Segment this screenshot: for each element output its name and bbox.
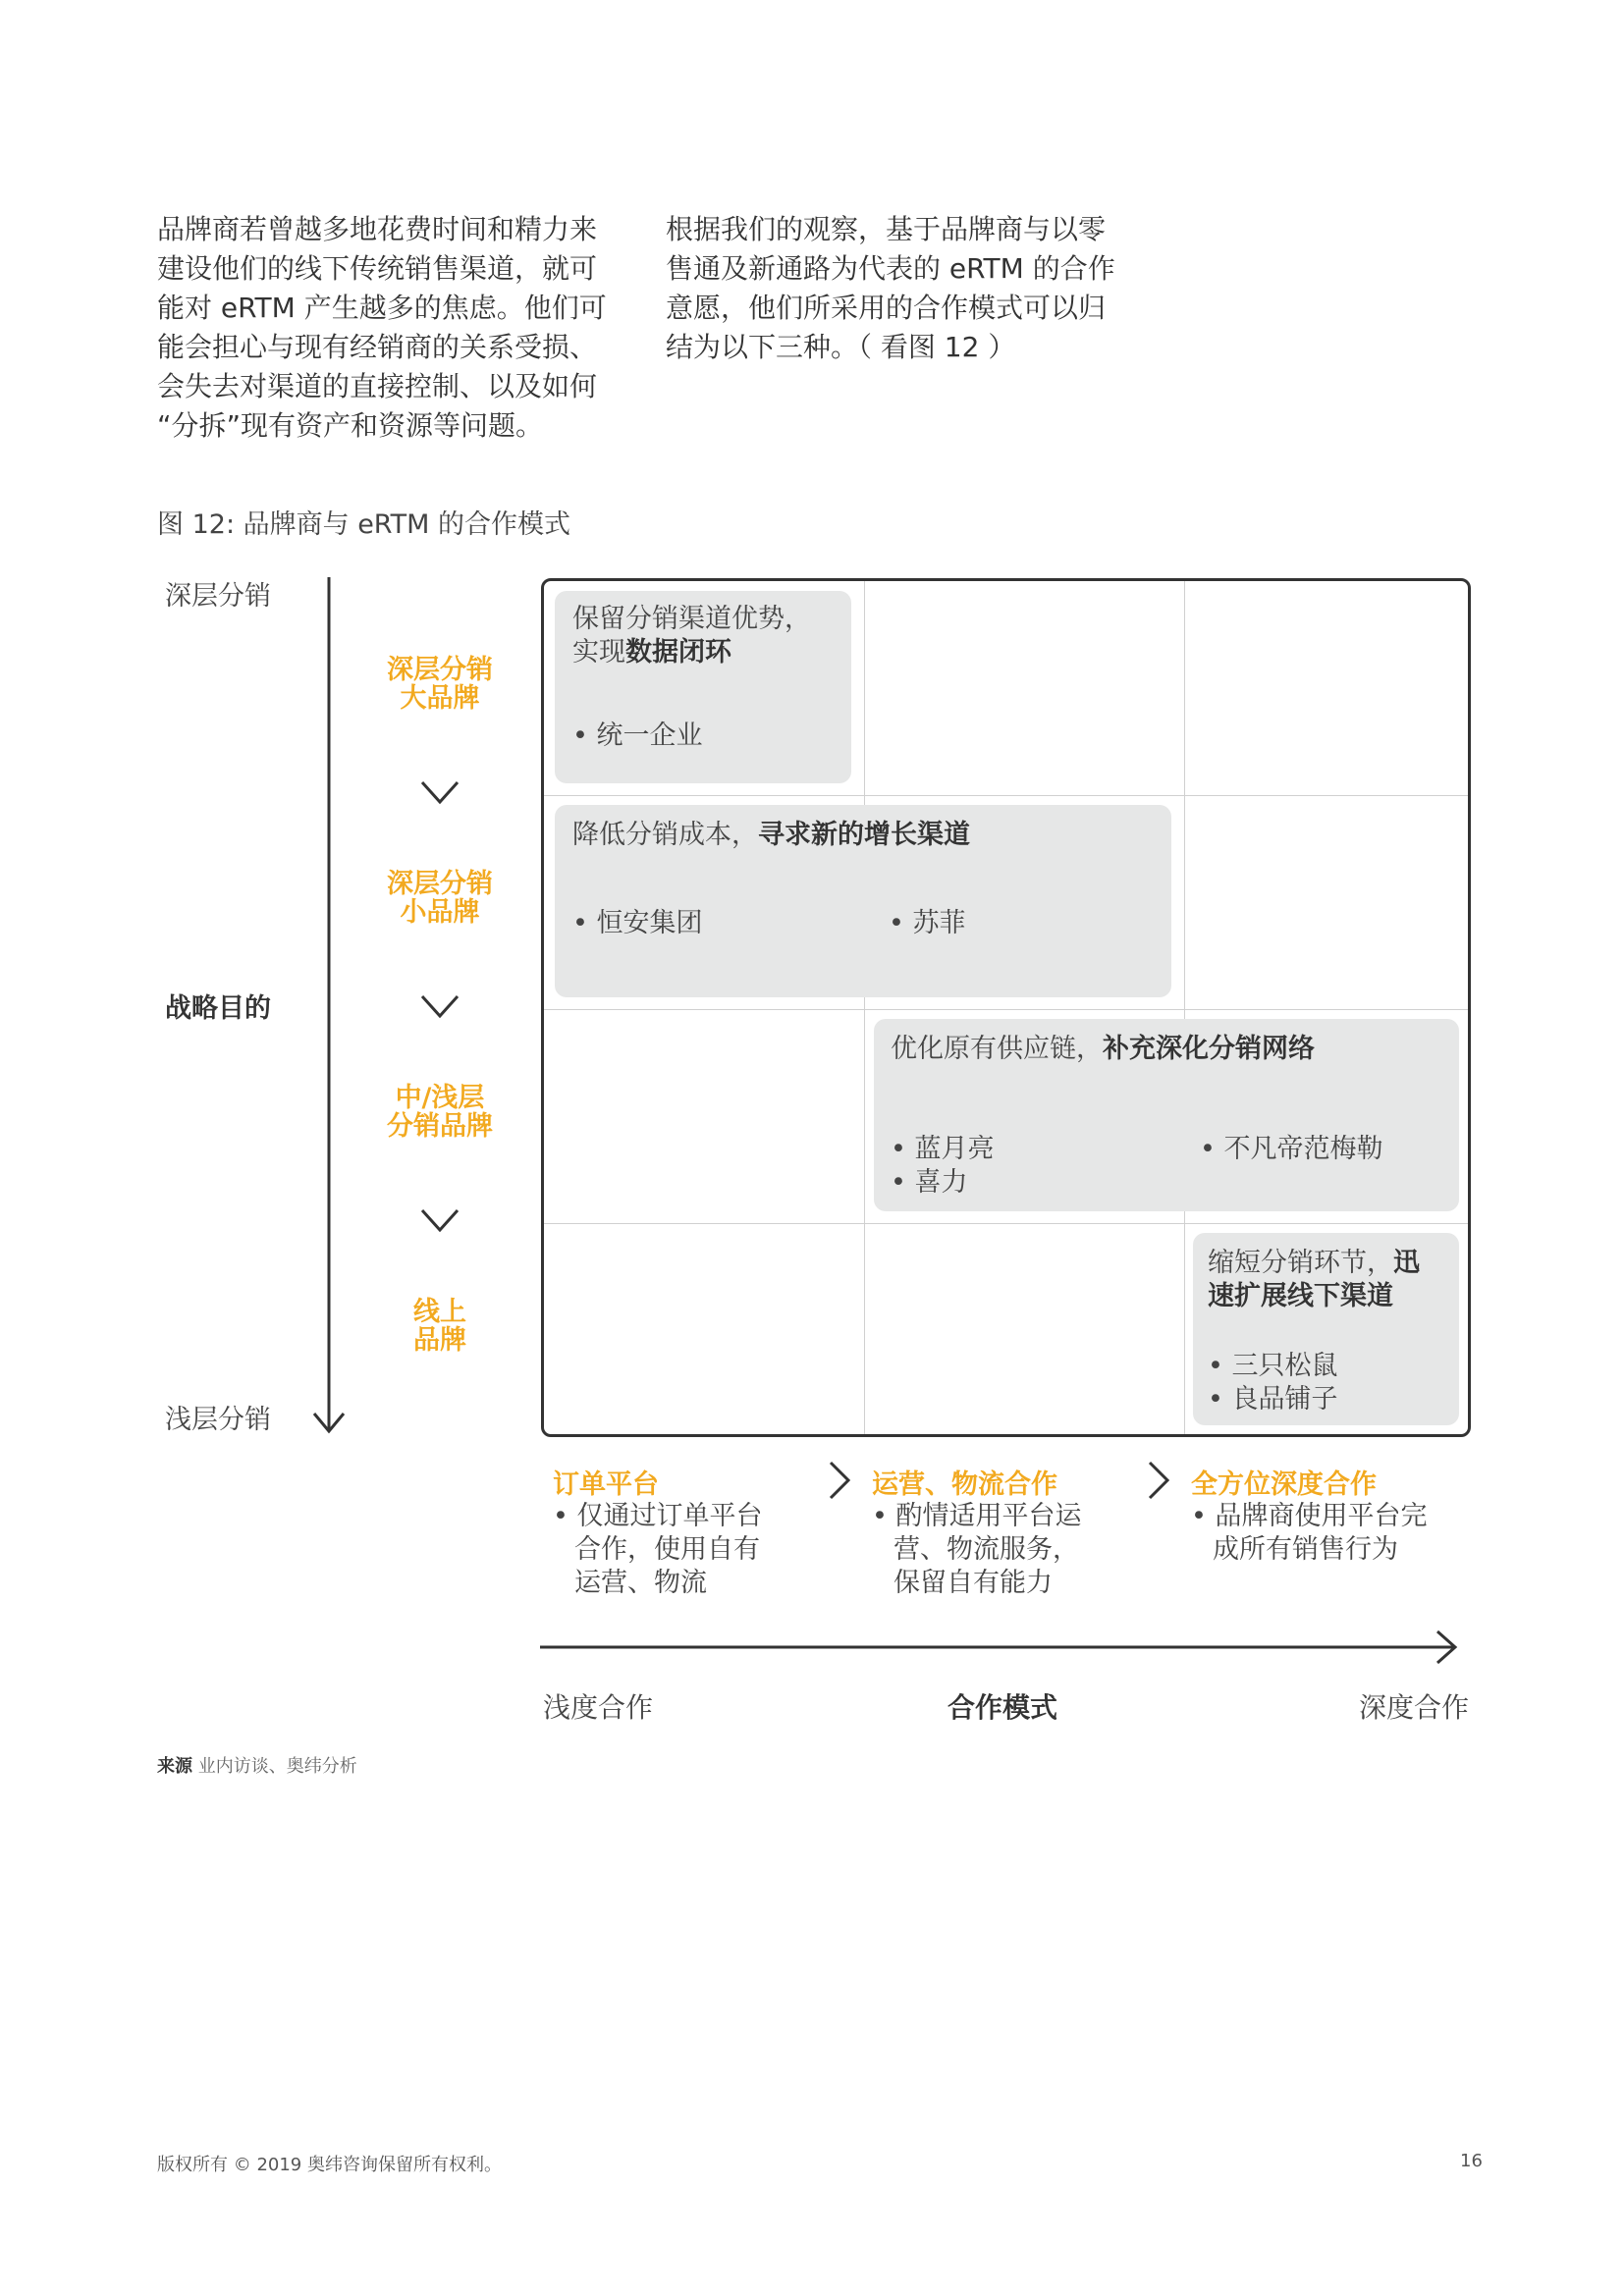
source-label: 来源: [157, 1756, 192, 1777]
tier-label-deep-large: [371, 656, 509, 713]
box-title-bold: 补充深化分销网络: [1103, 1034, 1315, 1064]
company-item: • 恒安集团: [572, 908, 703, 938]
y-axis-bottom-label: 浅层分销: [165, 1405, 271, 1435]
intro-left-line: 会失去对渠道的直接控制、以及如何: [157, 370, 598, 402]
column-description: [872, 1500, 1082, 1600]
box-title-plain: 缩短分销环节，: [1208, 1248, 1393, 1278]
tier-line: 中/浅层: [395, 1083, 485, 1113]
intro-right-line: 根据我们的观察，基于品牌商与以零: [666, 213, 1107, 245]
column-desc-line: • 仅通过订单平台: [553, 1501, 763, 1531]
box-title: [572, 819, 970, 852]
grid-line: [544, 1223, 1468, 1224]
tier-label-mid-shallow: [371, 1084, 509, 1141]
company-item: • 三只松鼠: [1208, 1351, 1338, 1381]
box-title-bold: 寻求新的增长渠道: [758, 820, 970, 850]
chevron-down-icon: [420, 1206, 460, 1236]
company-item: • 苏菲: [889, 908, 966, 938]
intro-left-paragraph: [157, 210, 638, 446]
intro-right-line: 结为以下三种。（ 看图 12 ）: [666, 331, 1016, 363]
company-item: • 良品铺子: [1208, 1384, 1338, 1415]
intro-left-line: 建设他们的线下传统销售渠道，就可: [157, 252, 598, 285]
box-title-plain: 优化原有供应链，: [891, 1034, 1103, 1064]
intro-right-line: 售通及新通路为代表的 eRTM 的合作: [666, 252, 1115, 285]
y-axis-arrow: [312, 577, 352, 1441]
chevron-right-icon: [825, 1461, 854, 1500]
intro-left-line: 能会担心与现有经销商的关系受损、: [157, 331, 598, 363]
tier-line: 大品牌: [400, 683, 480, 714]
column-desc-line: 合作，使用自有: [574, 1534, 760, 1565]
company-item: • 不凡帝范梅勒: [1200, 1134, 1383, 1164]
tier-line: 深层分销: [387, 869, 493, 899]
box-title-bold: 迅: [1393, 1248, 1420, 1278]
intro-left-line: 品牌商若曾越多地花费时间和精力来: [157, 213, 598, 245]
chevron-down-icon: [420, 778, 460, 808]
page-number: 16: [1460, 2151, 1483, 2171]
grid-line: [544, 1009, 1468, 1010]
box-title: [891, 1033, 1315, 1066]
figure-source: [157, 1752, 357, 1778]
company-item: • 统一企业: [572, 721, 703, 751]
column-desc-line: • 品牌商使用平台完: [1191, 1501, 1428, 1531]
intro-left-line: 能对 eRTM 产生越多的焦虑。他们可: [157, 292, 607, 324]
column-desc-line: 营、物流服务，: [893, 1534, 1079, 1565]
box-title: [572, 603, 811, 669]
tier-line: 分销品牌: [387, 1111, 493, 1142]
grid-line: [544, 795, 1468, 796]
company-item: • 蓝月亮: [891, 1134, 995, 1164]
box-title-plain: 实现: [572, 637, 625, 667]
column-head-full-cooperation: 全方位深度合作: [1191, 1469, 1377, 1500]
grid-line: [1184, 581, 1185, 1434]
y-axis-title: 战略目的: [165, 993, 271, 1024]
tier-line: 小品牌: [400, 897, 480, 928]
source-text: 业内访谈、奥纬分析: [192, 1756, 357, 1777]
footer-copyright: 版权所有 © 2019 奥纬咨询保留所有权利。: [157, 2155, 502, 2175]
intro-left-line: “分拆”现有资产和资源等问题。: [157, 409, 544, 442]
box-title: [1208, 1247, 1420, 1313]
y-axis-top-label: 深层分销: [165, 581, 271, 612]
column-head-ops-logistics: 运营、物流合作: [872, 1469, 1057, 1500]
intro-right-paragraph: [666, 210, 1147, 367]
x-axis-left-label: 浅度合作: [543, 1691, 654, 1724]
column-desc-line: • 酌情适用平台运: [872, 1501, 1082, 1531]
x-axis-title: 合作模式: [947, 1691, 1058, 1724]
column-desc-line: 成所有销售行为: [1213, 1534, 1398, 1565]
box-title-bold: 速扩展线下渠道: [1208, 1281, 1393, 1311]
x-axis-right-label: 深度合作: [1359, 1691, 1470, 1724]
column-description: [1191, 1500, 1428, 1567]
figure-caption: 图 12: 品牌商与 eRTM 的合作模式: [157, 509, 570, 540]
column-desc-line: 保留自有能力: [893, 1568, 1053, 1598]
column-description: [553, 1500, 763, 1600]
box-title-bold: 数据闭环: [625, 637, 731, 667]
grid-line: [864, 581, 865, 1434]
chevron-down-icon: [420, 992, 460, 1022]
box-title-plain: 降低分销成本，: [572, 820, 758, 850]
tier-line: 线上: [413, 1297, 466, 1327]
company-item: • 喜力: [891, 1167, 968, 1198]
tier-line: 深层分销: [387, 655, 493, 685]
x-axis-arrow: [540, 1628, 1463, 1667]
tier-label-deep-small: [371, 870, 509, 927]
chevron-right-icon: [1144, 1461, 1173, 1500]
intro-right-line: 意愿，他们所采用的合作模式可以归: [666, 292, 1107, 324]
box-title-plain: 保留分销渠道优势，: [572, 604, 811, 634]
tier-label-online: [371, 1298, 509, 1355]
tier-line: 品牌: [413, 1325, 466, 1356]
column-head-order-platform: 订单平台: [553, 1469, 659, 1500]
column-desc-line: 运营、物流: [574, 1568, 707, 1598]
